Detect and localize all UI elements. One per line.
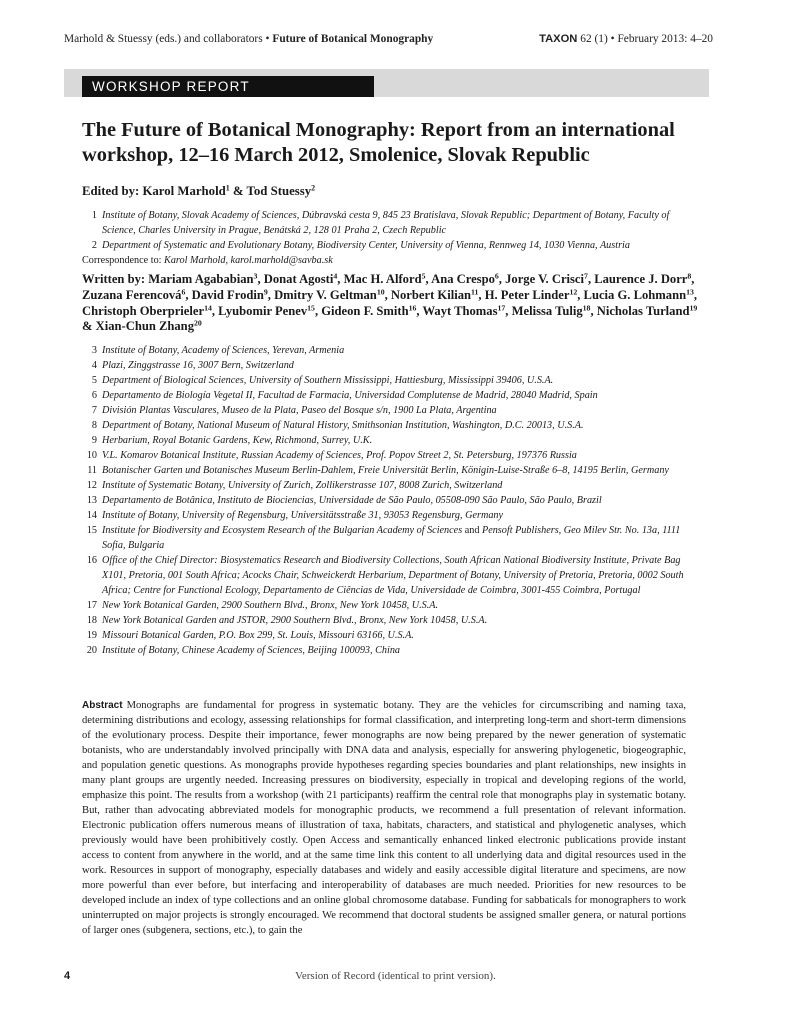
writer-name [512,304,591,318]
writer-name-text: Mariam Agababian [148,272,254,286]
affiliation-item [82,388,692,403]
writer-affiliation-ref: 6 [494,271,499,281]
page-number: 4 [64,970,71,982]
affiliation-item [82,613,692,628]
writer-name [584,288,694,302]
writer-name-text: Nicholas Turland [596,303,690,318]
affiliation-text-part: Missouri Botanical Garden, P.O. Box 299, St. Louis, Missouri 63166, U.S.A. [102,630,414,641]
journal-name: TAXON [539,33,578,45]
writer-name [597,304,698,318]
running-head-short-title: Future of Botanical Monography [272,33,434,45]
editor-affiliations [82,208,692,268]
affiliation-item [82,418,692,433]
affiliation-number: 4 [91,360,97,371]
writer-affiliation-ref: 10 [376,287,385,297]
affiliation-text: Department of Systematic and Evolutionary Botany, Biodiversity Center, University of Vienna, Rennweg 14, 1030 Vienna, Austria [102,240,630,251]
affiliation-item [82,358,692,373]
affiliation-text [102,523,692,553]
affiliation-text-part: Institute for Biodiversity and Ecosystem Research of the Bulgarian Academy of Sciences [102,525,463,536]
affiliation-item [82,478,692,493]
affiliation-item [82,553,692,598]
writer-affiliations [82,343,692,658]
affiliation-connector: and [462,525,482,536]
writer-affiliation-ref: 7 [584,271,588,281]
writer-name-text: Zuzana Ferencová [82,287,182,302]
affiliation-item [82,433,692,448]
writer-name-text: Laurence J. Dorr [594,272,688,286]
writer-name [321,304,416,318]
affiliation-text [102,343,692,358]
article-title: The Future of Botanical Monography: Report from an international workshop, 12–16 March 2012, Smolenice, Slovak Republic [82,119,675,166]
writer-name-text: Wayt Thomas [422,303,498,318]
affiliation-text-part: Pensoft Publishers, Geo Milev Str. No. 13a, 1111 Sofia, Bulgaria [102,525,681,551]
affiliation-text-part: Institute of Botany, Chinese Academy of Sciences, Beijing 100093, China [102,645,401,656]
writer-name-text: David Frodin [191,287,264,302]
writer-name [148,272,257,286]
affiliation-text [102,478,692,493]
affiliation-number: 9 [91,435,97,446]
affiliation-item [82,448,692,463]
writer-name-text: Dmitry V. Geltman [274,287,377,302]
affiliation-text [102,628,692,643]
affiliation-number: 3 [91,345,97,356]
writer-affiliation-ref: 16 [408,303,417,313]
affiliation-item [82,493,692,508]
affiliation-number: 13 [86,495,97,506]
affiliation-item [82,403,692,418]
writers-lead: Written by: [82,272,149,286]
writer-affiliation-ref: 13 [686,287,694,297]
writer-name-text: Lyubomir Penev [218,303,308,318]
writer-name-text: Gideon F. Smith [321,303,409,318]
affiliation-text-part: Departamento de Botânica, Instituto de Biociencias, Universidade de São Paulo, 05508-090 São Paulo, São Paulo, Brazil [102,495,602,506]
affiliation-text-part: Herbarium, Royal Botanic Gardens, Kew, Richmond, Surrey, U.K. [102,435,373,446]
affiliation-item [82,508,692,523]
writer-affiliation-ref: 6 [181,287,186,297]
affiliation-text-part: V.L. Komarov Botanical Institute, Russian Academy of Sciences, Prof. Popov Street 2, St. Petersburg, 197376 Russia [102,450,577,461]
affiliation-text [102,463,692,478]
affiliation-number: 6 [91,390,97,401]
affiliation-text-part: New York Botanical Garden, 2900 Southern Blvd., Bronx, New York 10458, U.S.A. [102,600,439,611]
running-head [64,33,713,45]
affiliation-text-part: Departamento de Biología Vegetal II, Facultad de Farmacia, Universidad Complutense de Madrid, 28040 Madrid, Spain [102,390,598,401]
affiliation-number: 10 [86,450,97,461]
writer-name [594,272,691,286]
affiliation-text [102,373,692,388]
correspondence-value: Karol Marhold, karol.marhold@savba.sk [164,255,333,266]
writer-name [96,319,202,333]
affiliation-item [82,523,692,553]
affiliation-item [82,643,692,658]
writer-name [274,288,385,302]
affiliation-text [102,613,692,628]
affiliation-text-part: Institute of Systematic Botany, University of Zurich, Zollikerstrasse 107, 8008 Zurich, Switzerland [102,480,503,491]
affiliation-number: 19 [86,630,97,641]
affiliation-number: 1 [91,210,97,221]
affiliation-text [102,553,692,598]
affiliation-item [82,598,692,613]
writer-name-text: Lucia G. Lohmann [583,287,687,302]
affiliation-text [102,448,692,463]
affiliation-text [102,598,692,613]
writer-name-text: Ana Crespo [431,272,495,286]
affiliation-text [102,433,692,448]
affiliation-text [102,403,692,418]
abstract-label: Abstract [82,700,123,711]
writers-line: Written by: Mariam Agababian$^3$, Donat Agosti$^4$, Mac H. Alford$^5$, Ana Crespo$^6$, Jorge V. Crisci$^7$, Laurence J. Dorr$^8$, Zuzana Ferencová$^6$, David Frodin$^9$, Dmitry V. Geltman$^{10}$, Norbert Kilian$^{11}$, H. Peter Linder$^{12}$, Lucia G. Lohmann$^{13}$, Christoph Oberprieler$^{14}$, Lyubomir Penev$^{15}$, Gideon F. Smith$^{16}$, Wayt Thomas$^{17}$, Melissa Tulig$^{18}$, Nicholas Turland$^{19}$ & Xian-Chun Zhang$^{20}$ [82,271,698,334]
writer-affiliation-ref: 17 [497,303,506,313]
affiliation-number: 7 [91,405,97,416]
writer-affiliation-ref: 19 [689,303,698,313]
affiliation-text-part: División Plantas Vasculares, Museo de la Plata, Paseo del Bosque s/n, 1900 La Plata, Argentina [102,405,497,416]
affiliation-number: 17 [86,600,97,611]
editors-line: Edited by: Karol Marhold$^1$ & Tod Stuessy$^2$ [82,183,316,198]
writer-affiliation-ref: 20 [194,319,202,329]
writer-name [344,272,426,286]
writer-name [391,288,478,302]
affiliation-text-part: Botanischer Garten und Botanisches Museum Berlin-Dahlem, Freie Universität Berlin, Königin-Luise-Straße 6–8, 14195 Berlin, Germany [102,465,669,476]
version-note: Version of Record (identical to print version). [295,970,496,982]
writer-affiliation-ref: 15 [307,303,315,313]
writer-affiliation-ref: 3 [253,271,258,281]
affiliation-item [82,463,692,478]
affiliation-item [82,238,692,253]
writer-name-text: Jorge V. Crisci [505,272,585,286]
writer-name [485,288,578,302]
writer-name-text: Norbert Kilian [390,287,472,302]
affiliation-item [82,628,692,643]
writer-affiliation-ref: 11 [471,287,479,297]
affiliation-number: 16 [86,555,97,566]
affiliation-number: 20 [86,645,97,656]
affiliation-number: 8 [91,420,97,431]
writer-name [264,272,338,286]
writer-name-text: Melissa Tulig [511,303,583,318]
running-head-right [539,33,713,45]
writer-affiliation-ref: 12 [569,287,578,297]
writer-name-text: Mac H. Alford [343,272,422,286]
affiliation-text-part: Institute of Botany, Academy of Sciences, Yerevan, Armenia [102,345,345,356]
affiliation-item [82,208,692,238]
abstract [82,698,686,938]
affiliation-text [102,418,692,433]
affiliation-text [102,388,692,403]
writer-name [505,272,588,286]
writer-name-text: Xian-Chun Zhang [95,319,194,334]
writer-name [431,272,499,286]
affiliation-number: 12 [86,480,97,491]
writer-affiliation-ref: 18 [582,303,591,313]
affiliation-number: 14 [86,510,97,521]
writer-name-text: Christoph Oberprieler [82,303,205,318]
writer-name-text: H. Peter Linder [484,287,570,302]
writer-name [82,304,212,318]
affiliation-text [102,493,692,508]
affiliation-text [102,643,692,658]
correspondence [82,253,692,268]
affiliation-number: 11 [87,465,97,476]
writer-affiliation-ref: 8 [687,271,692,281]
affiliation-text-part: New York Botanical Garden and JSTOR, 2900 Southern Blvd., Bronx, New York 10458, U.S.A. [102,615,488,626]
affiliation-number: 5 [91,375,97,386]
affiliation-item [82,343,692,358]
affiliation-item [82,373,692,388]
correspondence-label: Correspondence to: [82,255,162,266]
affiliation-number: 15 [86,525,97,536]
affiliation-text [102,358,692,373]
writer-name [423,304,506,318]
abstract-text: Monographs are fundamental for progress in systematic botany. They are the vehicles for circumscribing and naming taxa, determining distributions and ecology, assessing relationships for formal classification, and interpreting long-term and short-term dimensions of the evolutionary process. Despite their importance, fewer monographs are now being prepared by the newer generation of systematic botanists, who are understandably involved principally with DNA data and analysis, especially for answering phylogenetic, biogeographic, and population genetic questions. As monographs provide hypotheses regarding species boundaries and plant relationships, new insights in many plant groups are urgently needed. Increasing pressures on biodiversity, especially in tropical and developing regions of the world, emphasize this point. The results from a workshop (with 21 participants) reaffirm the central role that monographs play in systematic botany. But, rather than advocating abbreviated models for monographic products, we recommend a full presentation of relevant information. Electronic publication offers numerous means of illustration of taxa, habitats, characters, and statistical and phylogenetic analyses, which previously would have been prohibitively costly. Open Access and semantically enhanced linked electronic publications provide instant access to content from anywhere in the world, and at the same time link this content to all underlying data and digital resources used in the work. Resources in support of monography, especially databases and widely and easily accessible digital literature and specimens, are now more powerful than ever before, but interfacing and interoperability of databases are much needed. Priorities for new resources to be developed include an index of type collections and an online global chromosome database. Funding for sabbaticals for monographers to work uninterrupted on major projects is strongly encouraged. We recommend that doctoral students be assigned smaller genera, or natural portions of larger ones (subgenera, sections, etc.), to gain the [82,700,686,936]
section-banner-label: WORKSHOP REPORT [82,76,374,97]
affiliation-text-part: Office of the Chief Director: Biosystematics Research and Biodiversity Collections, South African National Biodiversity Institute, Private Bag X101, Pretoria, 001 South Africa; Acocks Chair, Schweickerdt Herbarium, Department of Botany, University of Pretoria, Pretoria, 0002 South Africa; Centre for Functional Ecology, Departamento de Ciências de Vida, Universidade de Coimbra, 3001-455 Coimbra, Portugal [102,555,684,596]
writer-affiliation-ref: 5 [421,271,426,281]
affiliation-number: 18 [86,615,97,626]
writer-name [218,304,315,318]
journal-issue: 62 (1) • February 2013: 4–20 [580,33,713,45]
writer-name [192,288,268,302]
affiliation-text [102,508,692,523]
affiliation-text-part: Department of Biological Sciences, University of Southern Mississippi, Hattiesburg, Mississippi 39406, U.S.A. [102,375,554,386]
writer-name [82,288,185,302]
writer-affiliation-ref: 4 [333,271,338,281]
running-head-left: Marhold & Stuessy (eds.) and collaborators • Future of Botanical Monography [64,33,434,45]
writer-affiliation-ref: 14 [204,303,212,313]
affiliation-text: Institute of Botany, Slovak Academy of Sciences, Dúbravská cesta 9, 845 23 Bratislava, Slovak Republic; Department of Botany, Faculty of Science, Charles University in Prague, Benátská 2, 128 01 Praha 2, Czech Republic [102,210,670,236]
affiliation-text-part: Department of Botany, National Museum of Natural History, Smithsonian Institution, Washington, D.C. 20013, U.S.A. [102,420,584,431]
writer-affiliation-ref: 9 [263,287,268,297]
affiliation-number: 2 [91,240,97,251]
affiliation-text-part: Institute of Botany, University of Regensburg, Universitätsstraße 31, 93053 Regensburg, Germany [102,510,504,521]
affiliation-text-part: Plazi, Zinggstrasse 16, 3007 Bern, Switzerland [102,360,294,371]
writer-name-text: Donat Agosti [263,272,334,286]
